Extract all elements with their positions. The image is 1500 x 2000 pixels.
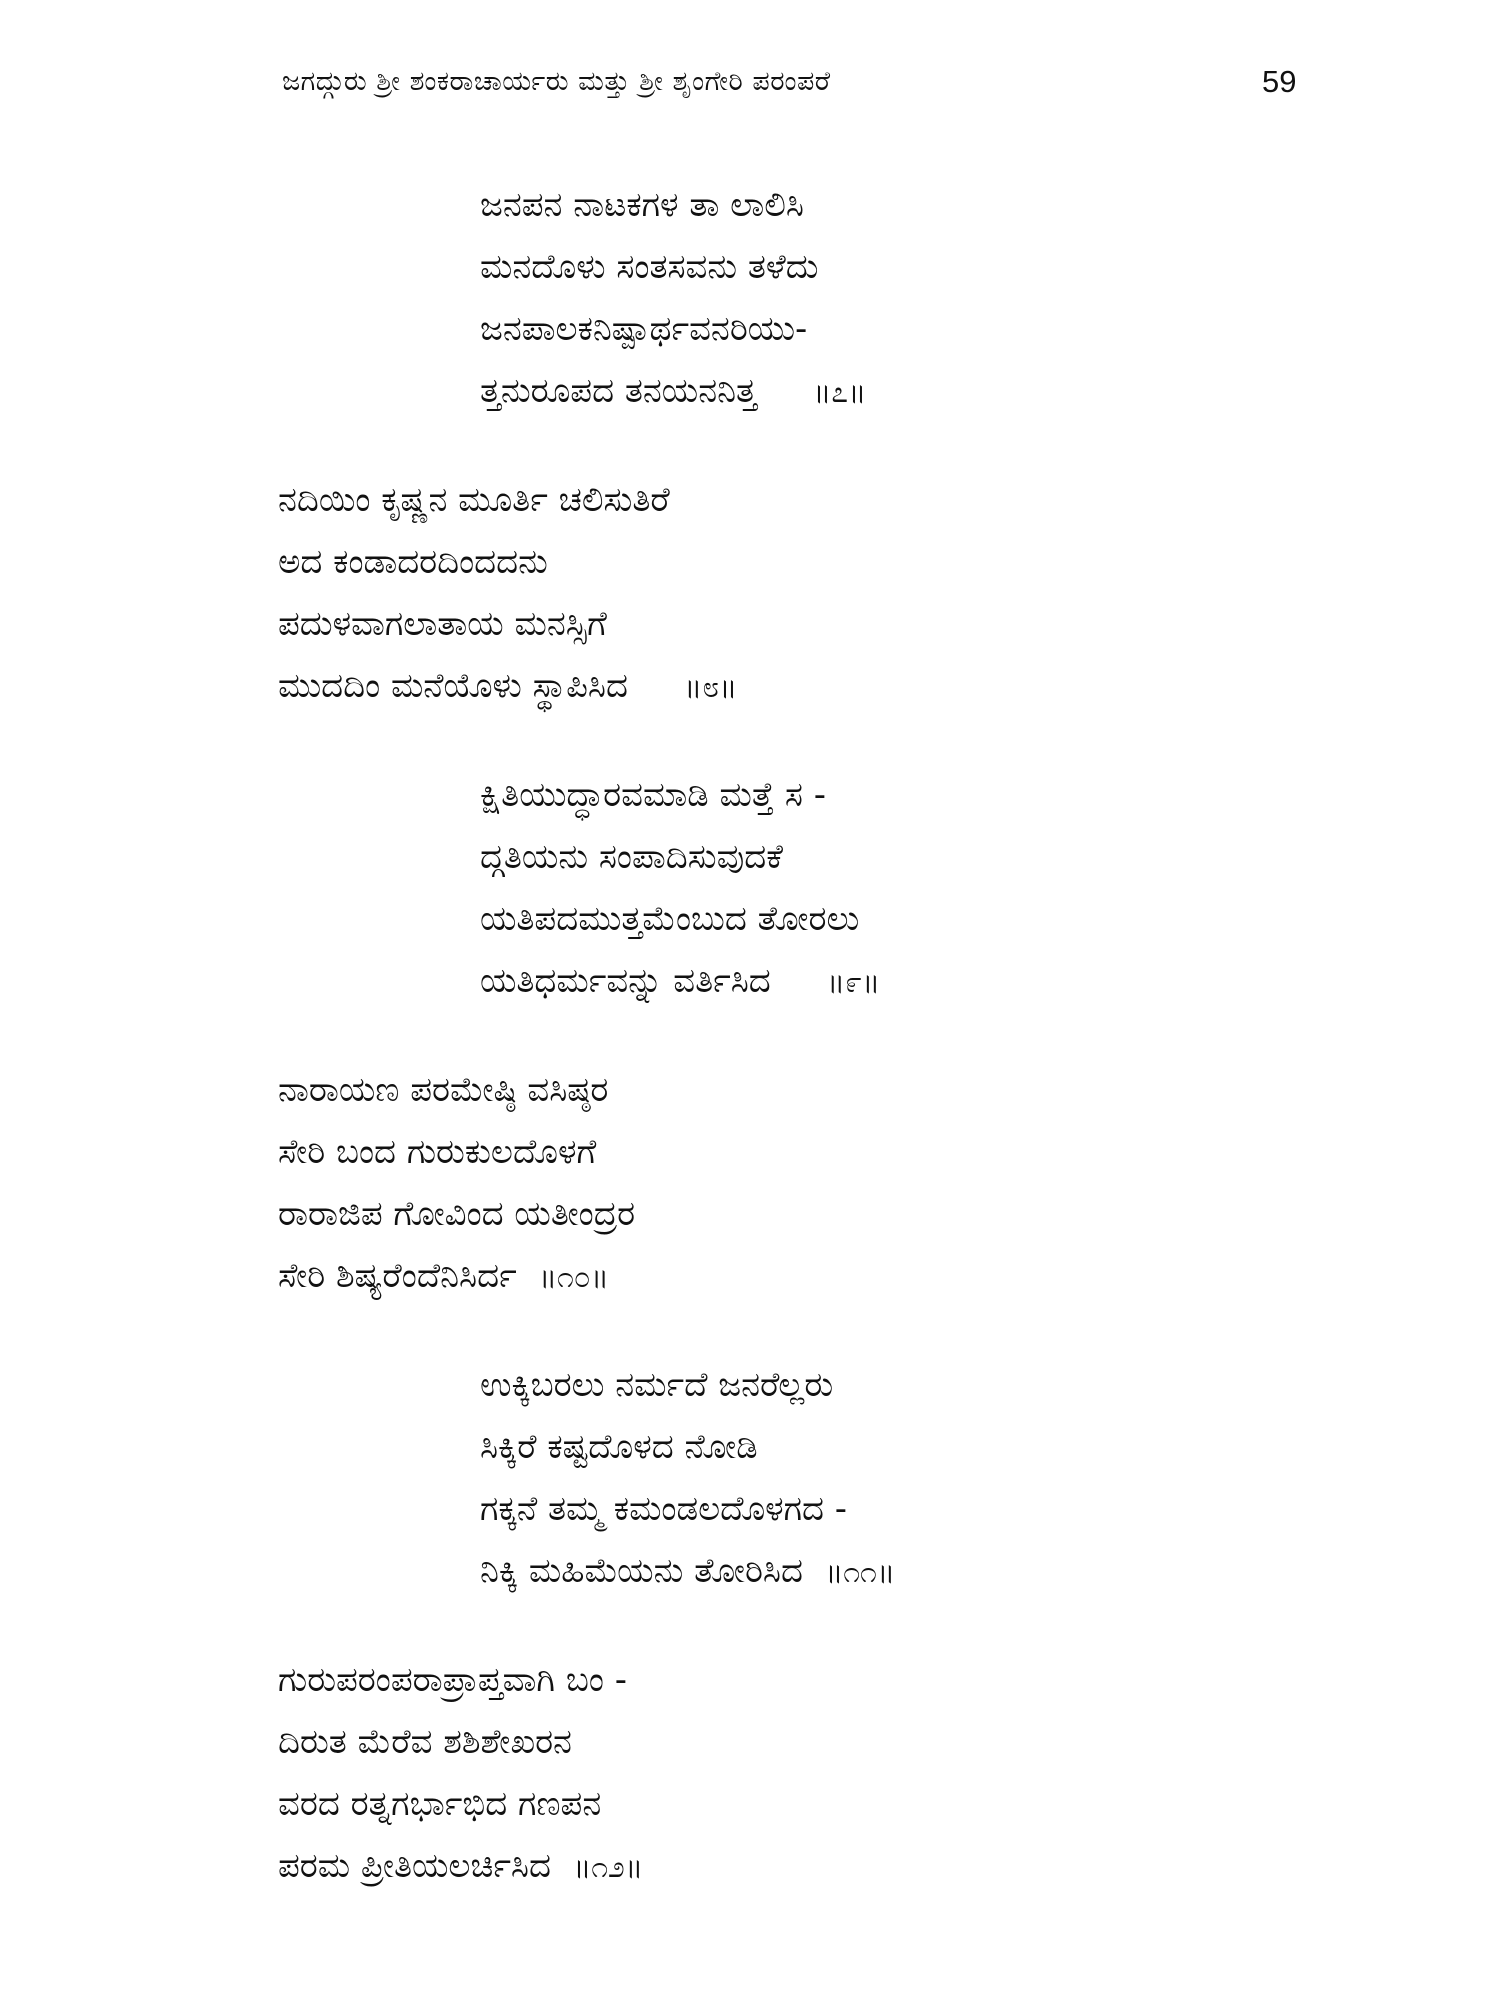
verse-number: ॥೭॥ <box>812 375 867 410</box>
verse-number: ॥೮॥ <box>683 670 738 705</box>
running-head: ಜಗದ್ಗುರು ಶ್ರೀ ಶಂಕರಾಚಾರ್ಯರು ಮತ್ತು ಶ್ರೀ ಶೃಂಗೇರಿ ಪರಂಪರೆ <box>282 66 831 97</box>
verse-text: ಸೇರಿ ಶಿಷ್ಯರೆಂದೆನಿಸಿರ್ದ <box>278 1256 517 1296</box>
verse-line: ಅದ ಕಂಡಾದರದಿಂದದನು <box>278 542 548 582</box>
verse-line: ಯತಿಪದಮುತ್ತಮೆಂಬುದ ತೋರಲು <box>480 899 860 939</box>
verse-line: ಕ್ಷಿತಿಯುದ್ಧಾರವಮಾಡಿ ಮತ್ತೆ ಸ - <box>480 775 827 815</box>
verse-text: ಮುದದಿಂ ಮನೆಯೊಳು ಸ್ಥಾಪಿಸಿದ <box>278 666 628 706</box>
verse-text: ತ್ತನುರೂಪದ ತನಯನನಿತ್ತ <box>480 371 757 411</box>
verse-line: ರಾರಾಜಿಪ ಗೋವಿಂದ ಯತೀಂದ್ರರ <box>278 1194 636 1234</box>
stanza-9 <box>480 764 880 1014</box>
stanza-10 <box>278 1059 635 1309</box>
verse-number: ॥೧೧॥ <box>824 1555 896 1590</box>
verse-line-last <box>278 1835 643 1899</box>
stanza-8 <box>278 469 737 719</box>
verse-line: ಜನಪನ ನಾಟಕಗಳ ತಾ ಲಾಲಿಸಿ <box>480 185 804 225</box>
verse-text: ನಿಕ್ಕಿ ಮಹಿಮೆಯನು ತೋರಿಸಿದ <box>480 1551 803 1591</box>
verse-line: ನಾರಾಯಣ ಪರಮೇಷ್ಠಿ ವಸಿಷ್ಠರ <box>278 1070 609 1110</box>
stanza-12 <box>278 1649 643 1899</box>
verse-line: ಉಕ್ಕಿಬರಲು ನರ್ಮದೆ ಜನರೆಲ್ಲರು <box>480 1365 834 1405</box>
verse-line: ಗುರುಪರಂಪರಾಪ್ರಾಪ್ತವಾಗಿ ಬಂ - <box>278 1660 627 1700</box>
stanza-7 <box>480 174 866 424</box>
verse-text: ಯತಿಧರ್ಮವನ್ನು ವರ್ತಿಸಿದ <box>480 961 771 1001</box>
verse-text: ಪರಮ ಪ್ರೀತಿಯಲರ್ಚಿಸಿದ <box>278 1846 551 1886</box>
verse-line: ಗಕ್ಕನೆ ತಮ್ಮ ಕಮಂಡಲದೊಳಗದ - <box>480 1489 848 1529</box>
verse-line: ದ್ಗತಿಯನು ಸಂಪಾದಿಸುವುದಕೆ <box>480 837 783 877</box>
verse-number: ॥೧೦॥ <box>538 1260 609 1295</box>
verse-line: ನದಿಯಿಂ ಕೃಷ್ಣನ ಮೂರ್ತಿ ಚಲಿಸುತಿರೆ <box>278 480 670 520</box>
verse-line-last <box>278 655 737 719</box>
page-number: 59 <box>1262 64 1297 99</box>
verse-line-last <box>480 360 866 424</box>
stanza-11 <box>480 1354 895 1604</box>
verse-number: ॥೯॥ <box>826 965 881 1000</box>
verse-line-last <box>480 1540 895 1604</box>
verse-line: ಮನದೊಳು ಸಂತಸವನು ತಳೆದು <box>480 247 819 287</box>
verse-line: ದಿರುತ ಮೆರೆವ ಶಶಿಶೇಖರನ <box>278 1722 572 1762</box>
verse-line: ವರದ ರತ್ನಗರ್ಭಾಭಿದ ಗಣಪನ <box>278 1784 602 1824</box>
verse-number: ॥೧೨॥ <box>572 1850 644 1885</box>
verse-line: ಪದುಳವಾಗಲಾತಾಯ ಮನಸ್ಸಿಗೆ <box>278 604 607 644</box>
verse-line-last <box>278 1245 635 1309</box>
verse-line: ಸಿಕ್ಕಿರೆ ಕಷ್ಟದೊಳದ ನೋಡಿ <box>480 1427 758 1467</box>
verse-line: ಸೇರಿ ಬಂದ ಗುರುಕುಲದೊಳಗೆ <box>278 1132 597 1172</box>
verse-line-last <box>480 950 880 1014</box>
verse-line: ಜನಪಾಲಕನಿಷ್ಪಾರ್ಥವನರಿಯು- <box>480 309 808 349</box>
